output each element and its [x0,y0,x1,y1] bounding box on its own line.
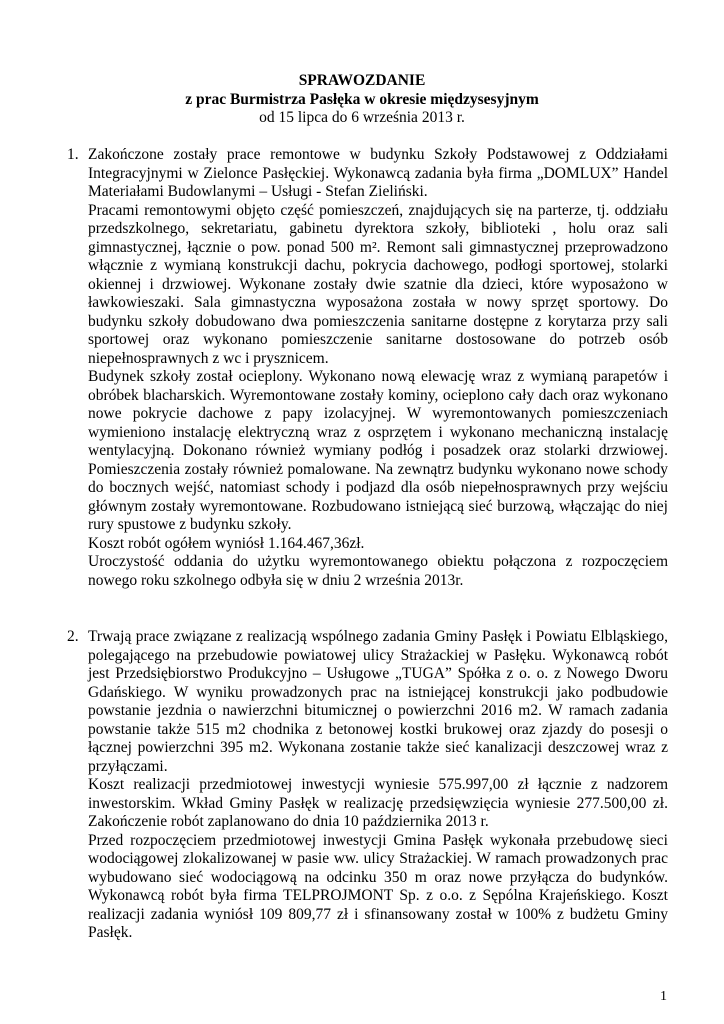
item-paragraph: Pracami remontowymi objęto część pomieszczeń, znajdujących się na parterze, tj. oddziału przedszkolnego, sekretariatu, gabinetu dyrektora szkoły, biblioteki , holu oraz sali gimnastycznej, łącznie o pow. ponad 500 m². Remont sali gimnastycznej przeprowadzono włącznie z wymianą konstrukcji dachu, pokrycia dachowego, podłogi sportowej, stolarki okiennej i drzwiowej. Wykonane zostały dwie szatnie dla dzieci, które wyposażono w ławkowieszaki. Sala gimnastyczna wyposażona została w nowy sprzęt sportowy. Do budynku szkoły dobudowano dwa pomieszczenia sanitarne dostępne z korytarza przy sali sportowej oraz wykonano pomieszczenie sanitarne dostosowane do potrzeb osób niepełnosprawnych z wc i prysznicem. [88,201,668,367]
item-paragraph: Przed rozpoczęciem przedmiotowej inwestycji Gmina Pasłęk wykonała przebudowę sieci wodociągowej zlokalizowanej w pasie ww. ulicy Strażackiej. W ramach prowadzonych prac wybudowano sieć wodociągową na odcinku 350 m oraz nowe przyłącza do budynków. Wykonawcą robót była firma TELPROJMONT Sp. z o.o. z Sępólna Krajeńskiego. Koszt realizacji zadania wyniósł 109 809,77 zł i sfinansowany został w 100% z budżetu Gminy Pasłęk. [88,831,668,941]
item-number: 2. [67,628,79,645]
item-paragraph: Trwają prace związane z realizacją wspólnego zadania Gminy Pasłęk i Powiatu Elbląskiego, polegającego na przebudowie powiatowej ulicy Strażackiej w Pasłęku. Wykonawcą robót jest Przedsiębiorstwo Produkcyjno – Usługowe „TUGA” Spółka z o. o. z Nowego Dworu Gdańskiego. W wyniku prowadzonych prac na istniejącej konstrukcji jako podbudowie powstanie jezdnia o nawierzchni bitumicznej o powierzchni 2016 m2. W ramach zadania powstanie także 515 m2 chodnika z betonowej kostki brukowej oraz zjazdy do posesji o łącznej powierzchni 395 m2. Wykonana zostanie także sieć kanalizacji deszczowej wraz z przyłączami. [88,628,668,775]
report-title: SPRAWOZDANIE [298,72,426,89]
item-paragraph: Uroczystość oddania do użytku wyremontowanego obiektu połączona z rozpoczęciem nowego roku szkolnego odbyła się w dniu 2 września 2013r. [88,553,668,589]
item-paragraph: Zakończone zostały prace remontowe w budynku Szkoły Podstawowej z Oddziałami Integracyjnymi w Zielonce Pasłęckiej. Wykonawcą zadania była firma „DOMLUX” Handel Materiałami Budowlanymi – Usługi - Stefan Zieliński. [88,146,668,200]
item-paragraph: Budynek szkoły został ocieplony. Wykonano nową elewację wraz z wymianą parapetów i obróbek blacharskich. Wyremontowane zostały kominy, ocieplono cały dach oraz wykonano nowe pokrycie dachowe z papy izolacyjnej. W wyremontowanych pomieszczeniach wymieniono instalację elektryczną wraz z osprzętem i wykonano mechaniczną instalację wentylacyjną. Dokonano również wymiany podłóg i posadzek oraz stolarki drzwiowej. Pomieszczenia zostały również pomalowane. Na zewnątrz budynku wykonano nowe schody do bocznych wejść, natomiast schody i podjazd dla osób niepełnosprawnych przy wejściu głównym zostały wyremontowane. Rozbudowano istniejącą sieć burzową, włączając do niej rury spustowe z budynku szkoły. [88,368,668,533]
report-header [0,72,724,128]
report-subtitle: z prac Burmistrza Pasłęka w okresie międzysesyjnym [185,90,539,108]
report-item-2 [67,628,668,943]
item-paragraph: Koszt robót ogółem wyniósł 1.164.467,36zł. [88,534,365,552]
item-number: 1. [67,146,79,163]
report-item-1 [67,146,668,590]
item-paragraph: Koszt realizacji przedmiotowej inwestycji wyniesie 575.997,00 zł łącznie z nadzorem inwestorskim. Wkład Gminy Pasłęk w realizację przedsięwzięcia wyniesie 277.500,00 zł. Zakończenie robót zaplanowano do dnia 10 października 2013 r. [88,776,668,830]
page-number: 1 [660,989,667,1004]
report-period: od 15 lipca do 6 września 2013 r. [259,109,465,126]
